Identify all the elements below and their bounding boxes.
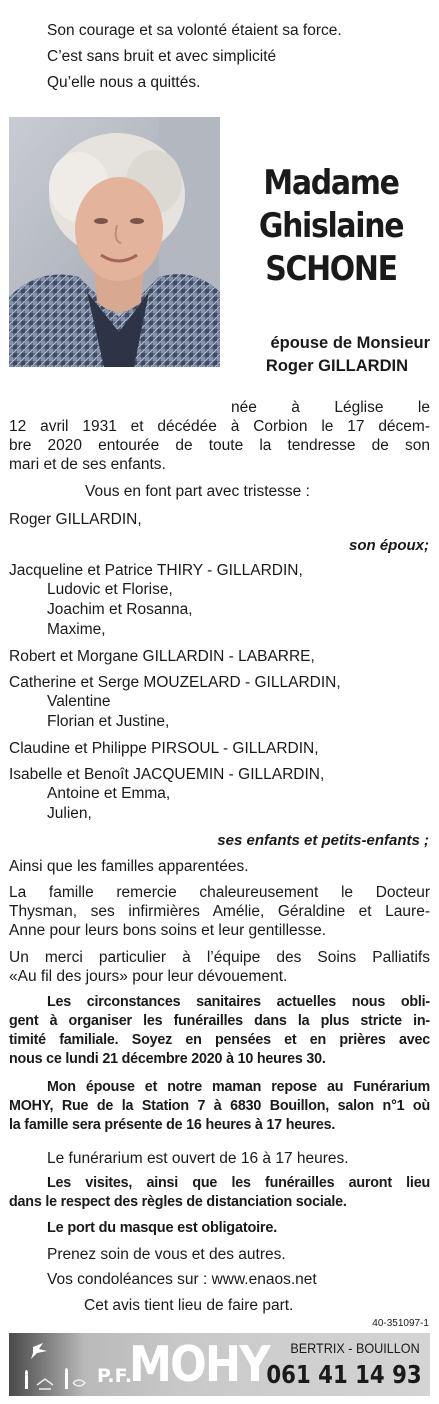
spouse-line-2: Roger GILLARDIN xyxy=(265,357,408,375)
brand-logo: MOHY xyxy=(129,1336,269,1393)
funerarium-line: Mon épouse et notre maman repose au Funérarium xyxy=(47,1079,430,1095)
thanks2-paragraph xyxy=(9,948,430,986)
visits-line: dans le respect des règles de distanciation sociale. xyxy=(9,1194,347,1210)
birth-line-2: 12 avril 1931 et décédée à Corbion le 17 décem- xyxy=(9,418,430,435)
family-line: Antoine et Emma, xyxy=(47,785,171,802)
family-line: Jacqueline et Patrice THIRY - GILLARDIN, xyxy=(9,562,303,579)
care-text: Prenez soin de vous et des autres. xyxy=(47,1246,286,1263)
husband-role: son époux; xyxy=(348,537,429,554)
family-line: Isabelle et Benoît JACQUEMIN - GILLARDIN, xyxy=(9,766,325,783)
husband-name: Roger GILLARDIN, xyxy=(9,511,142,528)
phone-number: 061 41 14 93 xyxy=(266,1360,422,1389)
pf-label: P.F. xyxy=(97,1365,133,1387)
deceased-title: Madame xyxy=(263,163,399,203)
thanks2-line: «Au fil des jours» pour leur dévouement. xyxy=(9,968,288,985)
announce-text: Vous en font part avec tristesse : xyxy=(85,483,310,500)
funerarium-line: la famille sera présente de 16 heures à 17 heures. xyxy=(9,1117,336,1133)
thanks-line: Anne pour leurs bons soins et leur gentillesse. xyxy=(9,922,327,939)
deceased-last-name: SCHONE xyxy=(265,249,397,289)
thanks-line: La famille remercie chaleureusement le Docteur xyxy=(9,884,430,901)
birth-line-3: bre 2020 entourée de toute la tendresse de son xyxy=(9,437,430,454)
birth-line-1: née à Léglise le xyxy=(231,399,430,416)
hours-text: Le funérarium est ouvert de 16 à 17 heures. xyxy=(47,1150,349,1167)
birth-line-4: mari et de ses enfants. xyxy=(9,456,166,473)
funerarium-paragraph xyxy=(9,1078,430,1135)
sanitary-line: nous ce lundi 21 décembre 2020 à 10 heures 30. xyxy=(9,1051,326,1067)
sanitary-line: Les circonstances sanitaires actuelles nous obli- xyxy=(47,994,430,1010)
quote-line-1: Son courage et sa volonté étaient sa force. xyxy=(47,22,342,39)
children-role: ses enfants et petits-enfants ; xyxy=(217,832,429,849)
deceased-photo xyxy=(9,117,220,367)
funeral-home-banner xyxy=(9,1333,430,1396)
notice-text: Cet avis tient lieu de faire part. xyxy=(84,1297,294,1314)
family-line: Robert et Morgane GILLARDIN - LABARRE, xyxy=(9,648,315,665)
quote-line-3: Qu’elle nous a quittés. xyxy=(47,74,201,91)
family-line: Catherine et Serge MOUZELARD - GILLARDIN, xyxy=(9,674,341,691)
family-line: Valentine xyxy=(47,693,111,710)
family-line: Claudine et Philippe PIRSOUL - GILLARDIN, xyxy=(9,740,319,757)
towns-text: BERTRIX - BOUILLON xyxy=(290,1340,420,1356)
relatives-text: Ainsi que les familles apparentées. xyxy=(9,858,249,875)
portrait-image xyxy=(9,117,220,367)
family-line: Ludovic et Florise, xyxy=(47,581,173,598)
spouse-line-1: épouse de Monsieur xyxy=(270,334,430,352)
thanks-paragraph xyxy=(9,883,430,940)
thanks-line: Thysman, ses infirmières Amélie, Géraldine et Laure- xyxy=(9,903,430,920)
visits-paragraph xyxy=(9,1174,430,1212)
visits-line: Les visites, ainsi que les funérailles auront lieu xyxy=(47,1175,430,1191)
deceased-first-name: Ghislaine xyxy=(258,206,404,246)
funerarium-line: MOHY, Rue de la Station 7 à 6830 Bouillon, salon n°1 où xyxy=(9,1098,430,1114)
condolences-text: Vos condoléances sur : www.enaos.net xyxy=(47,1271,317,1288)
sanitary-paragraph xyxy=(9,993,430,1069)
mask-text: Le port du masque est obligatoire. xyxy=(47,1220,278,1236)
thanks2-line: Un merci particulier à l’équipe des Soins Palliatifs xyxy=(9,949,430,966)
family-line: Joachim et Rosanna, xyxy=(47,601,193,618)
reference-number: 40-351097-1 xyxy=(372,1318,429,1329)
family-line: Julien, xyxy=(47,805,92,822)
quote-line-2: C’est sans bruit et avec simplicité xyxy=(47,48,277,65)
family-line: Maxime, xyxy=(47,621,106,638)
sanitary-line: timité familiale. Soyez en pensées et en prières avec xyxy=(9,1032,430,1048)
family-line: Florian et Justine, xyxy=(47,713,170,730)
sanitary-line: gent à organiser les funérailles dans la plus stricte in- xyxy=(9,1013,430,1029)
dove-candles-icon xyxy=(9,1333,99,1396)
